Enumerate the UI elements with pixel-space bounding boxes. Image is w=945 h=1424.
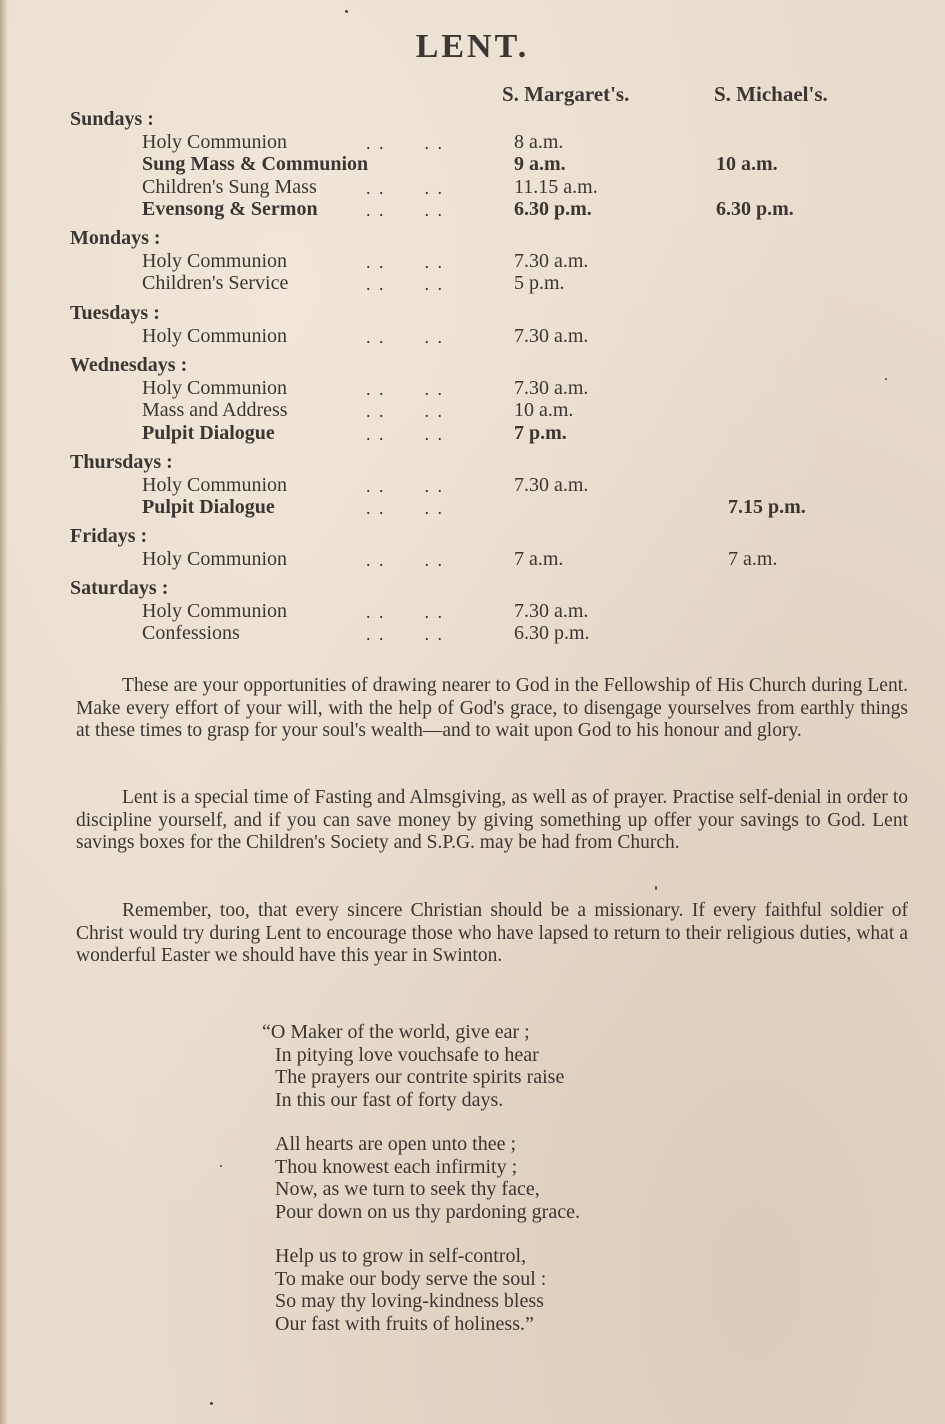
paper-speck: [220, 1165, 222, 1167]
page-title: LENT.: [415, 28, 530, 65]
hymn-line: Our fast with fruits of holiness.”: [275, 1312, 534, 1335]
leader-dots: . . . .: [366, 177, 444, 198]
service-name: Holy Communion: [142, 599, 288, 622]
hymn: [262, 1021, 580, 1357]
day-heading: Thursdays :: [70, 451, 173, 473]
time-margarets: 8 a.m.: [514, 130, 564, 153]
paragraph-opportunities: These are your opportunities of drawing nearer to God in the Fellowship of His Church during Lent. Make every effort of your will, with the help of God's grace, to disengage yourselves from earthly things at these times to grasp for your soul's wealth—and to wait upon God to his honour and glory.: [76, 675, 908, 741]
hymn-line: Now, as we turn to seek thy face,: [275, 1178, 540, 1200]
time-margarets: 7.30 a.m.: [514, 324, 589, 347]
hymn-stanza: [262, 1245, 580, 1335]
paragraph-missionary: Remember, too, that every sincere Christian should be a missionary. If every faithful soldier of Christ would try during Lent to encourage those who have lapsed to return to their religious duties, what a wonderful Easter we should have this year in Swinton.: [76, 900, 908, 966]
time-michaels: 6.30 p.m.: [716, 198, 794, 220]
hymn-stanza: [262, 1133, 580, 1223]
paper-speck: [210, 1402, 213, 1405]
paragraph-fasting: Lent is a special time of Fasting and Almsgiving, as well as of prayer. Practise self-denial in order to discipline yourself, and if you can save money by giving something up offer your savings to God. Lent savings boxes for the Children's Society and S.P.G. may be had from Church.: [76, 787, 908, 853]
day-heading: Mondays :: [70, 227, 161, 249]
paper-speck: [885, 378, 887, 380]
hymn-line: In pitying love vouchsafe to hear: [275, 1043, 539, 1066]
leader-dots: . . . .: [366, 401, 444, 421]
time-margarets: 7 a.m.: [514, 547, 564, 570]
leader-dots: . . . .: [366, 624, 444, 644]
time-michaels: 7.15 p.m.: [728, 496, 806, 518]
column-header-margarets: S. Margaret's.: [502, 82, 630, 106]
service-name: Holy Communion: [142, 249, 288, 272]
time-margarets: 9 a.m.: [514, 153, 566, 175]
hymn-line: Pour down on us thy pardoning grace.: [275, 1200, 580, 1223]
service-name: Mass and Address: [142, 399, 288, 421]
page-edge: [0, 0, 8, 1424]
service-name: Evensong & Sermon: [142, 198, 318, 220]
time-michaels: 10 a.m.: [716, 153, 778, 175]
leader-dots: . . . .: [366, 251, 444, 272]
time-margarets: 7 p.m.: [514, 421, 567, 444]
leader-dots: . . . .: [366, 200, 444, 220]
service-name: Holy Communion: [142, 324, 288, 347]
leader-dots: . . . .: [366, 132, 444, 153]
paper-speck: [655, 886, 657, 890]
time-margarets: 11.15 a.m.: [514, 175, 598, 198]
hymn-line: The prayers our contrite spirits raise: [275, 1066, 565, 1088]
service-name: Holy Communion: [142, 547, 288, 570]
service-name: Holy Communion: [142, 376, 288, 399]
day-heading: Tuesdays :: [70, 302, 160, 324]
hymn-line: So may thy loving-kindness bless: [275, 1290, 544, 1312]
leader-dots: . . . .: [366, 601, 444, 622]
time-margarets: 7.30 a.m.: [514, 473, 589, 496]
time-margarets: 6.30 p.m.: [514, 622, 590, 644]
time-michaels: 7 a.m.: [728, 547, 778, 570]
hymn-stanza: [262, 1021, 580, 1111]
day-heading: Fridays :: [70, 525, 148, 547]
leader-dots: . . . .: [366, 549, 444, 570]
time-margarets: 10 a.m.: [514, 399, 574, 421]
day-heading: Sundays :: [70, 108, 154, 130]
leader-dots: . . . .: [366, 475, 444, 496]
service-name: Pulpit Dialogue: [142, 496, 275, 518]
day-heading: Saturdays :: [70, 577, 169, 599]
day-heading: Wednesdays :: [70, 354, 188, 376]
service-name: Children's Sung Mass: [142, 175, 317, 198]
service-name: Children's Service: [142, 272, 289, 294]
hymn-line: All hearts are open unto thee ;: [275, 1133, 517, 1155]
hymn-line: “O Maker of the world, give ear ;: [262, 1021, 530, 1043]
leader-dots: . . . .: [366, 378, 444, 399]
leader-dots: . . . .: [366, 423, 444, 444]
leader-dots: . . . .: [366, 326, 444, 347]
service-name: Sung Mass & Communion: [142, 153, 369, 175]
time-margarets: 6.30 p.m.: [514, 198, 592, 220]
paper-speck: [345, 10, 348, 13]
service-name: Holy Communion: [142, 130, 288, 153]
hymn-line: To make our body serve the soul :: [275, 1267, 547, 1290]
service-name: Pulpit Dialogue: [142, 421, 275, 444]
time-margarets: 7.30 a.m.: [514, 249, 589, 272]
service-name: Confessions: [142, 622, 240, 644]
hymn-line: Thou knowest each infirmity ;: [275, 1155, 518, 1178]
hymn-line: In this our fast of forty days.: [275, 1088, 504, 1111]
service-name: Holy Communion: [142, 473, 288, 496]
time-margarets: 7.30 a.m.: [514, 376, 589, 399]
hymn-line: Help us to grow in self-control,: [275, 1245, 527, 1267]
leader-dots: . . . .: [366, 498, 444, 518]
column-header-michaels: S. Michael's.: [714, 82, 828, 106]
leader-dots: . . . .: [366, 274, 444, 294]
time-margarets: 7.30 a.m.: [514, 599, 589, 622]
time-margarets: 5 p.m.: [514, 272, 565, 294]
